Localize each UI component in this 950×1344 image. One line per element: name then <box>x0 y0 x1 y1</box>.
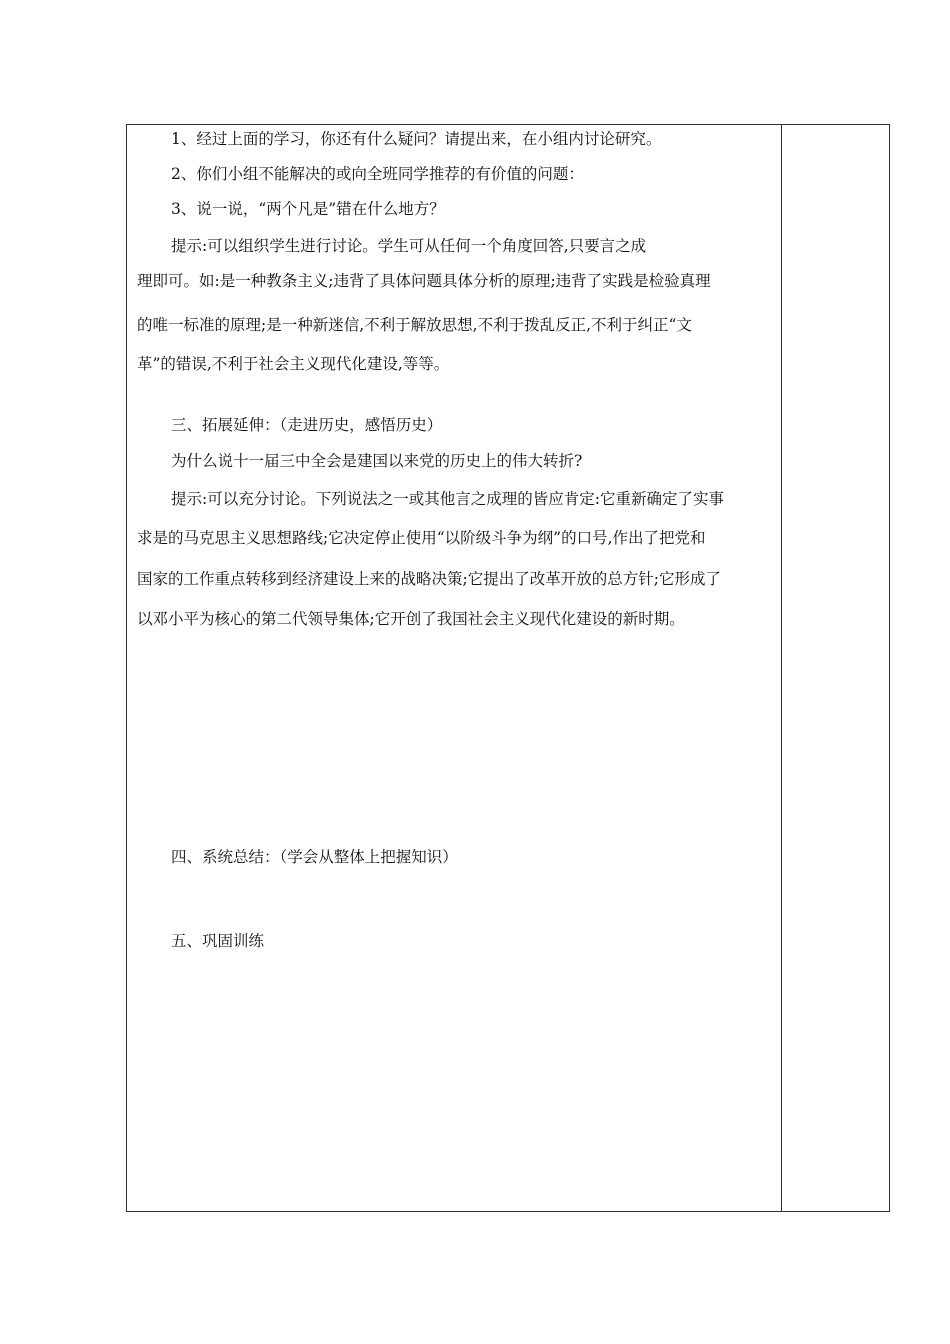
hint-1-line-2: 理即可。如:是一种教条主义;违背了具体问题具体分析的原理;违背了实践是检验真理 <box>137 272 711 290</box>
main-content-cell <box>127 125 781 1211</box>
section-4-heading: 四、系统总结：（学会从整体上把握知识） <box>171 848 458 866</box>
question-1: 1、经过上面的学习，你还有什么疑问？请提出来，在小组内讨论研究。 <box>171 130 662 148</box>
question-3: 3、说一说，“两个凡是”错在什么地方？ <box>171 200 445 218</box>
hint-2-line-3: 国家的工作重点转移到经济建设上来的战略决策;它提出了改革开放的总方针;它形成了 <box>137 570 721 588</box>
question-2: 2、你们小组不能解决的或向全班同学推荐的有价值的问题： <box>171 165 584 183</box>
hint-1-line-3: 的唯一标准的原理;是一种新迷信,不利于解放思想,不利于拨乱反正,不利于纠正“文 <box>137 316 692 334</box>
hint-1-line-1: 提示:可以组织学生进行讨论。学生可从任何一个角度回答,只要言之成 <box>171 237 647 255</box>
section-5-heading: 五、巩固训练 <box>171 932 265 950</box>
hint-2-line-2: 求是的马克思主义思想路线;它决定停止使用“以阶级斗争为纲”的口号,作出了把党和 <box>137 529 706 547</box>
hint-2-line-4: 以邓小平为核心的第二代领导集体;它开创了我国社会主义现代化建设的新时期。 <box>137 610 685 628</box>
hint-2-line-1: 提示:可以充分讨论。下列说法之一或其他言之成理的皆应肯定:它重新确定了实事 <box>171 490 724 508</box>
section-3-heading: 三、拓展延伸：（走进历史，感悟历史） <box>171 416 443 434</box>
notes-cell <box>782 125 889 1211</box>
discussion-question: 为什么说十一届三中全会是建国以来党的历史上的伟大转折? <box>171 452 583 470</box>
hint-1-line-4: 革”的错误,不利于社会主义现代化建设,等等。 <box>137 355 450 373</box>
lesson-table <box>126 124 890 1212</box>
